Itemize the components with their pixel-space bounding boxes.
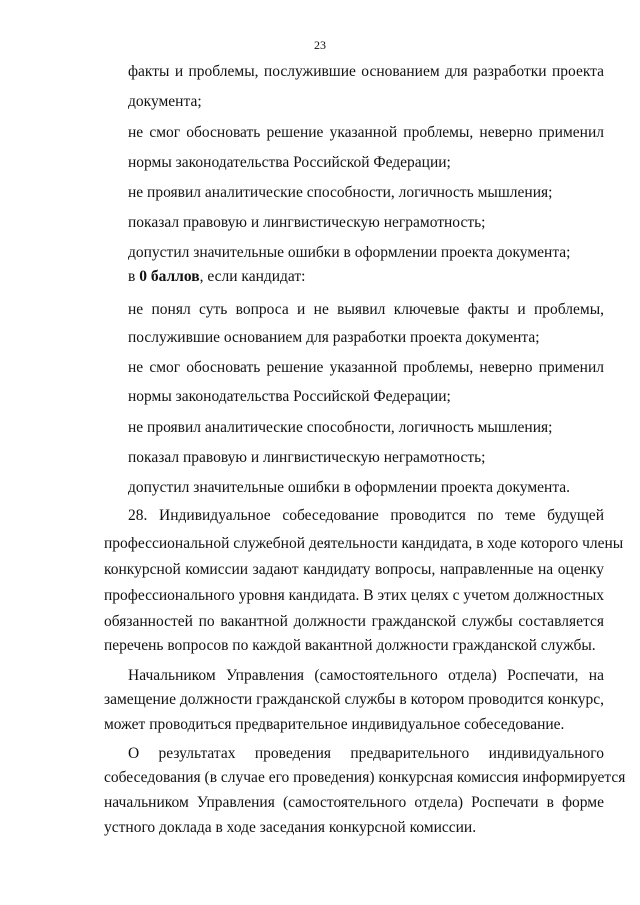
text-line: допустил значительные ошибки в оформлении проекта документа. [128,479,571,496]
text-line: допустил значительные ошибки в оформлении проекта документа; [128,244,571,261]
text-line: нормы законодательства Российской Федерации; [128,388,451,405]
text-line: не смог обосновать решение указанной проблемы, неверно применил [128,359,604,376]
page-number: 23 [314,38,326,52]
text-line: не проявил аналитические способности, логичность мышления; [128,419,553,436]
paragraph-b-line: замещение должности гражданской службы в котором проводится конкурс, [104,691,604,708]
text-line: показал правовую и лингвистическую неграмотность; [128,449,486,466]
text-line: факты и проблемы, послужившие основанием для разработки проекта [128,63,604,80]
paragraph-c-line: устного доклада в ходе заседания конкурсной комиссии. [104,819,477,836]
paragraph-28-line: обязанностей по вакантной должности гражданской службы составляется [104,613,604,630]
text-line: документа; [128,93,202,110]
score-value: 0 баллов [139,268,200,285]
paragraph-28-line: конкурсной комиссии задают кандидату вопросы, направленные на оценку [104,561,604,578]
paragraph-b-line: может проводиться предварительное индивидуальное собеседование. [104,716,565,733]
paragraph-c-line: собеседования (в случае его проведения) конкурсная комиссия информируется [104,769,626,786]
score-suffix: , если кандидат: [199,268,306,285]
paragraph-b-line: Начальником Управления (самостоятельного отдела) Роспечати, на [128,667,604,684]
paragraph-28-line: 28. Индивидуальное собеседование проводится по теме будущей [128,507,604,524]
paragraph-28-line: перечень вопросов по каждой вакантной должности гражданской службы. [104,637,596,654]
paragraph-c-line: О результатах проведения предварительного индивидуального [128,745,604,762]
text-line: не смог обосновать решение указанной проблемы, неверно применил [128,124,604,141]
paragraph-c-line: начальником Управления (самостоятельного отдела) Роспечати в форме [104,794,604,811]
score-prefix: в [128,268,140,285]
text-line: нормы законодательства Российской Федерации; [128,154,451,171]
text-line: показал правовую и лингвистическую неграмотность; [128,214,486,231]
text-line: послужившие основанием для разработки проекта документа; [128,329,540,346]
text-line-score [128,267,306,287]
text-line: не проявил аналитические способности, логичность мышления; [128,184,553,201]
paragraph-28-line: профессиональной служебной деятельности кандидата, в ходе которого члены [104,535,624,552]
text-line: не понял суть вопроса и не выявил ключевые факты и проблемы, [128,301,604,318]
paragraph-28-line: профессионального уровня кандидата. В этих целях с учетом должностных [104,587,604,604]
